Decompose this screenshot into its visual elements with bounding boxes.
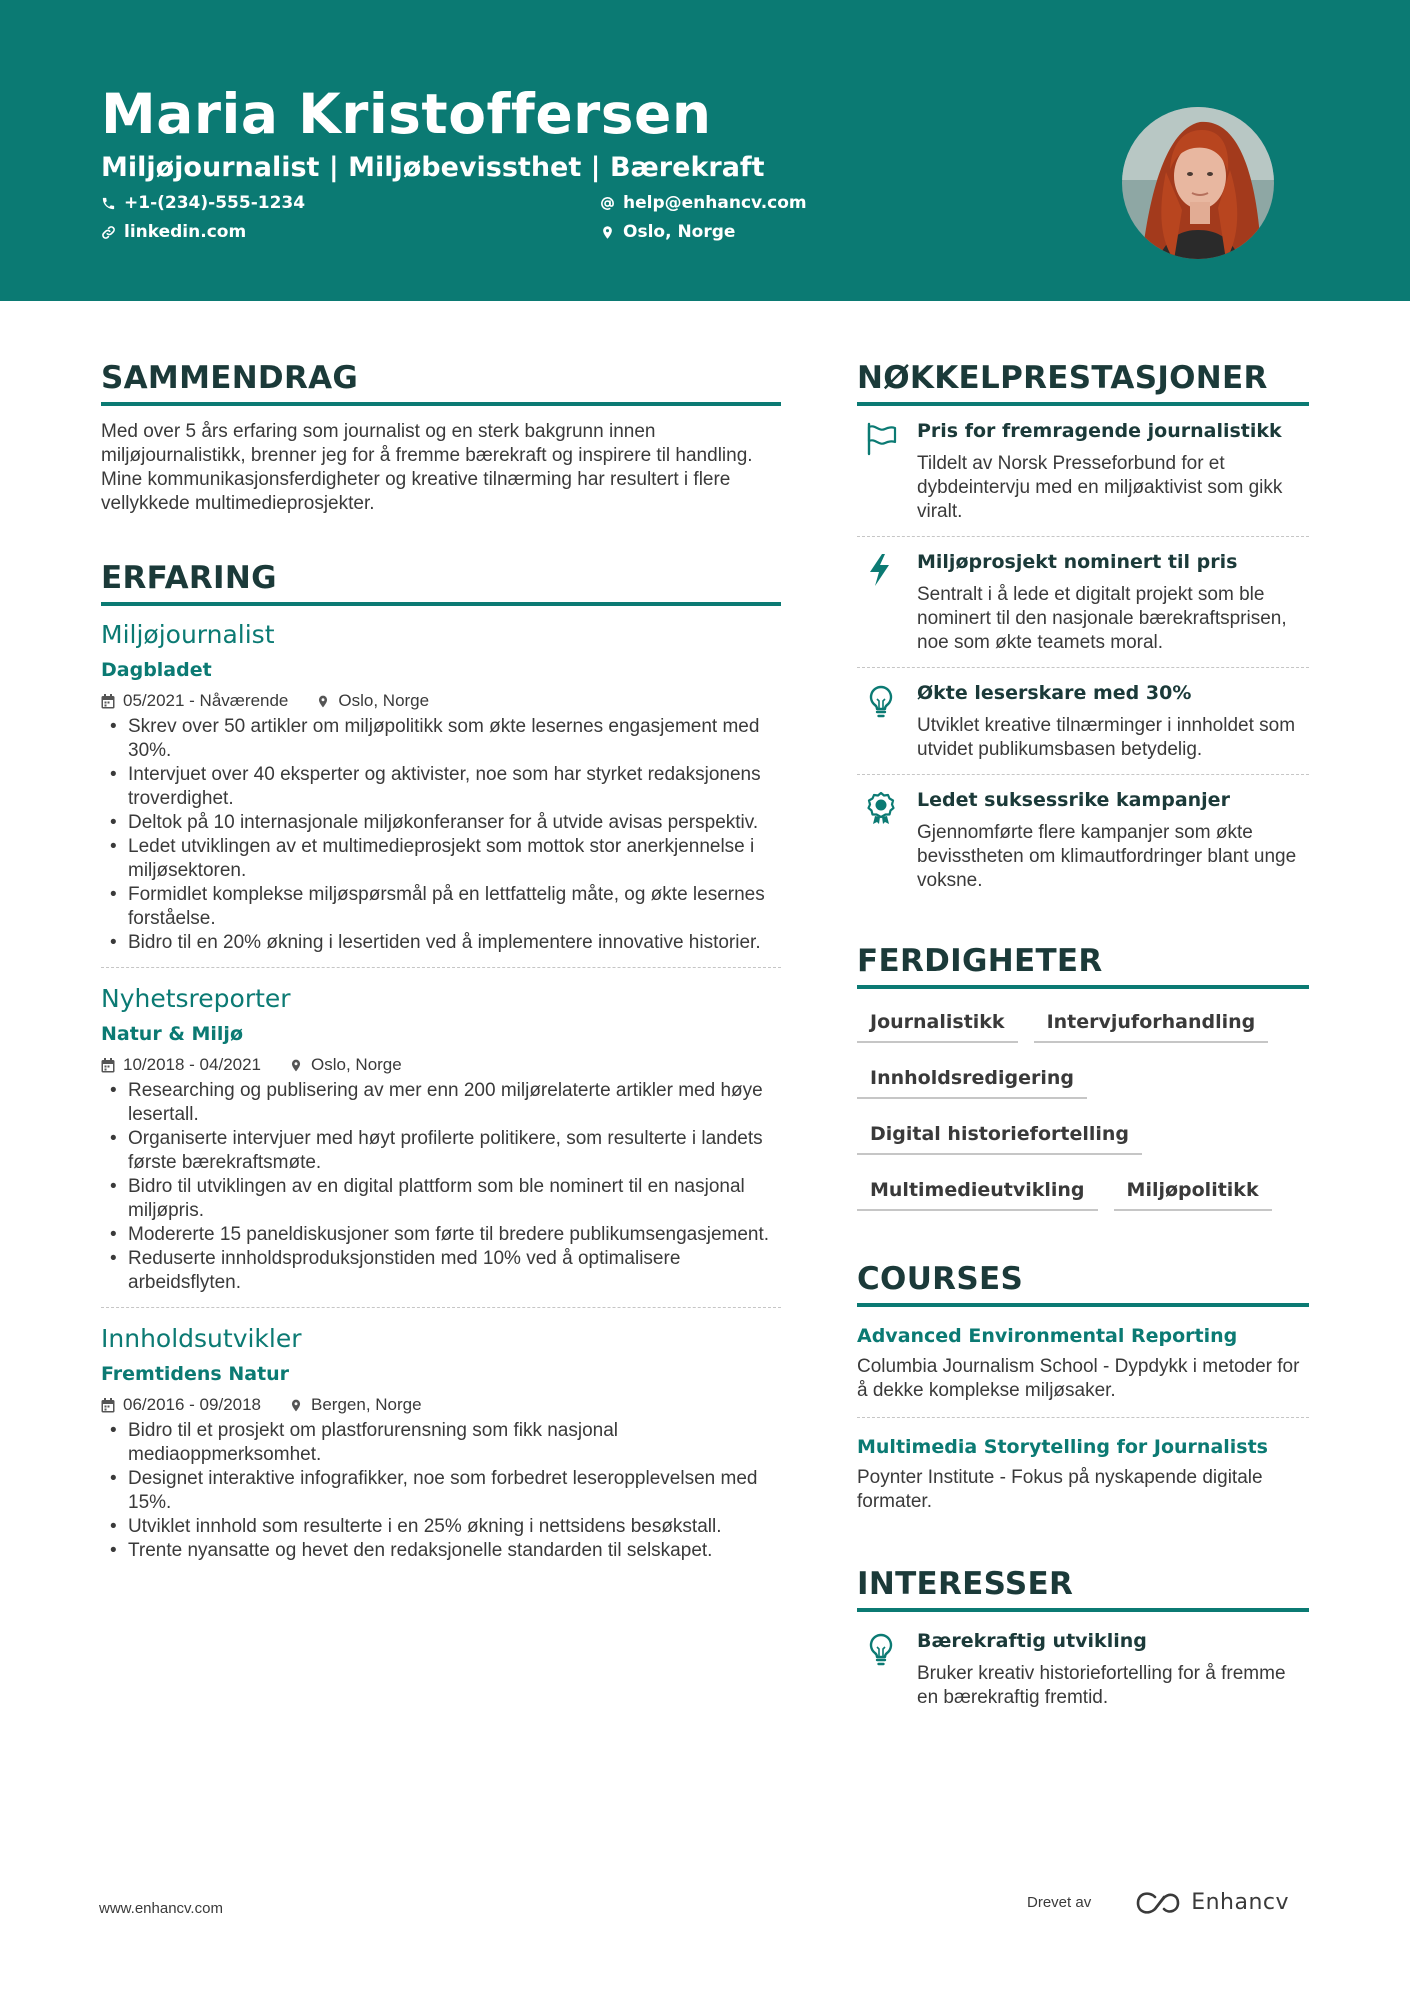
job-bullet: • Reduserte innholdsproduksjonstiden med 10% ved å optimalisere arbeidsflyten. (101, 1247, 781, 1295)
job-meta (101, 1395, 781, 1415)
award-icon (865, 791, 897, 825)
brand-name: Enhancv (1191, 1890, 1290, 1915)
job-bullet: • Intervjuet over 40 eksperter og aktivister, noe som har styrket redaksjonens troverdighet. (101, 763, 781, 811)
at-icon (600, 196, 615, 211)
skill-tag: Intervjuforhandling (1034, 1007, 1269, 1043)
interest-item (857, 1612, 1309, 1722)
job-bullet: • Designet interaktive infografikker, noe som forbedret leseropplevelsen med 15%. (101, 1467, 781, 1515)
job-location: Oslo, Norge (338, 691, 430, 710)
achievements-heading: NØKKELPRESTASJONER (857, 360, 1309, 406)
email-contact[interactable] (600, 193, 807, 213)
right-column (857, 360, 1309, 1722)
achievement-item (857, 775, 1309, 905)
interests-heading: INTERESSER (857, 1566, 1309, 1612)
courses-heading: COURSES (857, 1261, 1309, 1307)
job-location: Oslo, Norge (311, 1055, 402, 1074)
calendar-icon (101, 694, 115, 709)
company-name: Fremtidens Natur (101, 1363, 290, 1385)
flag-icon (865, 422, 897, 456)
achievement-desc: Tildelt av Norsk Presseforbund for et dybdeintervju med en miljøaktivist som gikk viralt. (917, 453, 1283, 522)
achievement-desc: Sentralt i å lede et digitalt projekt som ble nominert til den nasjonale bærekraftsprisen, noe som økte teamets moral. (917, 584, 1287, 653)
course-item (857, 1307, 1309, 1418)
course-title: Advanced Environmental Reporting (857, 1325, 1238, 1347)
candidate-name: Maria Kristoffersen (101, 82, 712, 146)
job-bullet: • Skrev over 50 artikler om miljøpolitikk som økte lesernes engasjement med 30%. (101, 715, 781, 763)
phone-contact[interactable] (101, 193, 305, 213)
achievement-item (857, 668, 1309, 775)
location-pin-icon (316, 694, 330, 709)
job-title: Nyhetsreporter (101, 984, 291, 1013)
job-bullet: • Researching og publisering av mer enn 200 miljørelaterte artikler med høye lesertall. (101, 1079, 781, 1127)
job-bullet: • Bidro til en 20% økning i lesertiden ved å implementere innovative historier. (101, 931, 781, 955)
phone-text: +1-(234)-555-1234 (124, 193, 306, 213)
job-bullet: • Bidro til utviklingen av en digital plattform som ble nominert til en nasjonal miljøpris. (101, 1175, 781, 1223)
job-bullet: • Utviklet innhold som resulterte i en 25% økning i nettsidens besøkstall. (101, 1515, 781, 1539)
company-name: Dagbladet (101, 659, 212, 681)
location-pin-icon (600, 225, 615, 240)
job-meta (101, 1055, 781, 1075)
profile-photo (1122, 90, 1274, 276)
summary-heading: SAMMENDRAG (101, 360, 781, 406)
powered-by-label: Drevet av (1027, 1894, 1092, 1911)
location-pin-icon (289, 1058, 303, 1073)
skills-heading: FERDIGHETER (857, 943, 1309, 989)
achievement-title: Økte leserskare med 30% (917, 682, 1192, 704)
company-name: Natur & Miljø (101, 1023, 243, 1045)
phone-icon (101, 196, 116, 211)
footer-website[interactable]: www.enhancv.com (99, 1900, 223, 1917)
achievement-title: Ledet suksessrike kampanjer (917, 789, 1230, 811)
achievement-desc: Gjennomførte flere kampanjer som økte bevisstheten om klimautfordringer blant unge voksne. (917, 822, 1297, 891)
lightbulb-icon (865, 684, 897, 718)
job-entry (101, 1324, 781, 1575)
job-entry (101, 984, 781, 1308)
job-title: Miljøjournalist (101, 620, 275, 649)
job-bullet: • Bidro til et prosjekt om plastforurensning som fikk nasjonal mediaoppmerksomhet. (101, 1419, 781, 1467)
link-icon (101, 225, 116, 240)
left-column (101, 360, 781, 1575)
job-title: Innholdsutvikler (101, 1324, 302, 1353)
linkedin-contact[interactable] (101, 222, 246, 242)
job-dates: 05/2021 - Nåværende (123, 691, 289, 710)
linkedin-text: linkedin.com (124, 222, 247, 242)
job-entry (101, 620, 781, 968)
location-text: Oslo, Norge (623, 222, 736, 242)
summary-text: Med over 5 års erfaring som journalist og en sterk bakgrunn innen miljøjournalistikk, brenner jeg for å fremme bærekraft og inspirere til handling. Mine kommunikasjonsferdigheter og kreative tilnærming har resultert i flere vellykkede multimedieprosjekter. (101, 421, 753, 514)
achievement-item (857, 537, 1309, 668)
job-bullet: • Formidlet komplekse miljøspørsmål på en lettfattelig måte, og økte lesernes forståelse. (101, 883, 781, 931)
job-location: Bergen, Norge (311, 1395, 422, 1414)
location-contact (600, 222, 735, 242)
skill-tag: Miljøpolitikk (1114, 1175, 1272, 1211)
job-bullets (101, 715, 781, 955)
candidate-title: Miljøjournalist | Miljøbevissthet | Bærekraft (101, 152, 765, 183)
job-bullets (101, 1079, 781, 1295)
job-bullets (101, 1419, 781, 1563)
job-bullet: • Modererte 15 paneldiskusjoner som førte til bredere publikumsengasjement. (101, 1223, 781, 1247)
calendar-icon (101, 1398, 115, 1413)
job-bullet: • Organiserte intervjuer med høyt profilerte politikere, som resulterte i landets første bærekraftsmøte. (101, 1127, 781, 1175)
location-pin-icon (289, 1398, 303, 1413)
course-item (857, 1418, 1309, 1528)
resume-header (0, 0, 1410, 301)
skill-tag: Digital historiefortelling (857, 1119, 1142, 1155)
job-bullet: • Deltok på 10 internasjonale miljøkonferanser for å utvide avisas perspektiv. (101, 811, 781, 835)
skills-list (857, 989, 1309, 1231)
lightning-icon (865, 553, 897, 587)
interest-desc: Bruker kreativ historiefortelling for å fremme en bærekraftig fremtid. (917, 1663, 1286, 1708)
job-dates: 10/2018 - 04/2021 (123, 1055, 262, 1074)
experience-heading: ERFARING (101, 560, 781, 606)
course-title: Multimedia Storytelling for Journalists (857, 1436, 1268, 1458)
job-bullet: • Trente nyansatte og hevet den redaksjonelle standarden til selskapet. (101, 1539, 781, 1563)
enhancv-logo-icon (1135, 1891, 1181, 1915)
email-text: help@enhancv.com (623, 193, 807, 213)
lightbulb-icon (865, 1632, 897, 1666)
achievement-desc: Utviklet kreative tilnærminger i innholdet som utvidet publikumsbasen betydelig. (917, 715, 1296, 760)
skill-tag: Multimedieutvikling (857, 1175, 1098, 1211)
interest-title: Bærekraftig utvikling (917, 1630, 1147, 1652)
job-dates: 06/2016 - 09/2018 (123, 1395, 262, 1414)
achievement-item (857, 406, 1309, 537)
course-desc: Columbia Journalism School - Dypdykk i metoder for å dekke komplekse miljøsaker. (857, 1356, 1300, 1401)
job-bullet: • Ledet utviklingen av et multimedieprosjekt som mottok stor anerkjennelse i miljøsektoren. (101, 835, 781, 883)
skill-tag: Innholdsredigering (857, 1063, 1087, 1099)
skill-tag: Journalistikk (857, 1007, 1018, 1043)
course-desc: Poynter Institute - Fokus på nyskapende digitale formater. (857, 1467, 1263, 1512)
calendar-icon (101, 1058, 115, 1073)
footer-branding (1027, 1890, 1289, 1915)
achievement-title: Miljøprosjekt nominert til pris (917, 551, 1238, 573)
achievement-title: Pris for fremragende journalistikk (917, 420, 1282, 442)
job-meta (101, 691, 781, 711)
